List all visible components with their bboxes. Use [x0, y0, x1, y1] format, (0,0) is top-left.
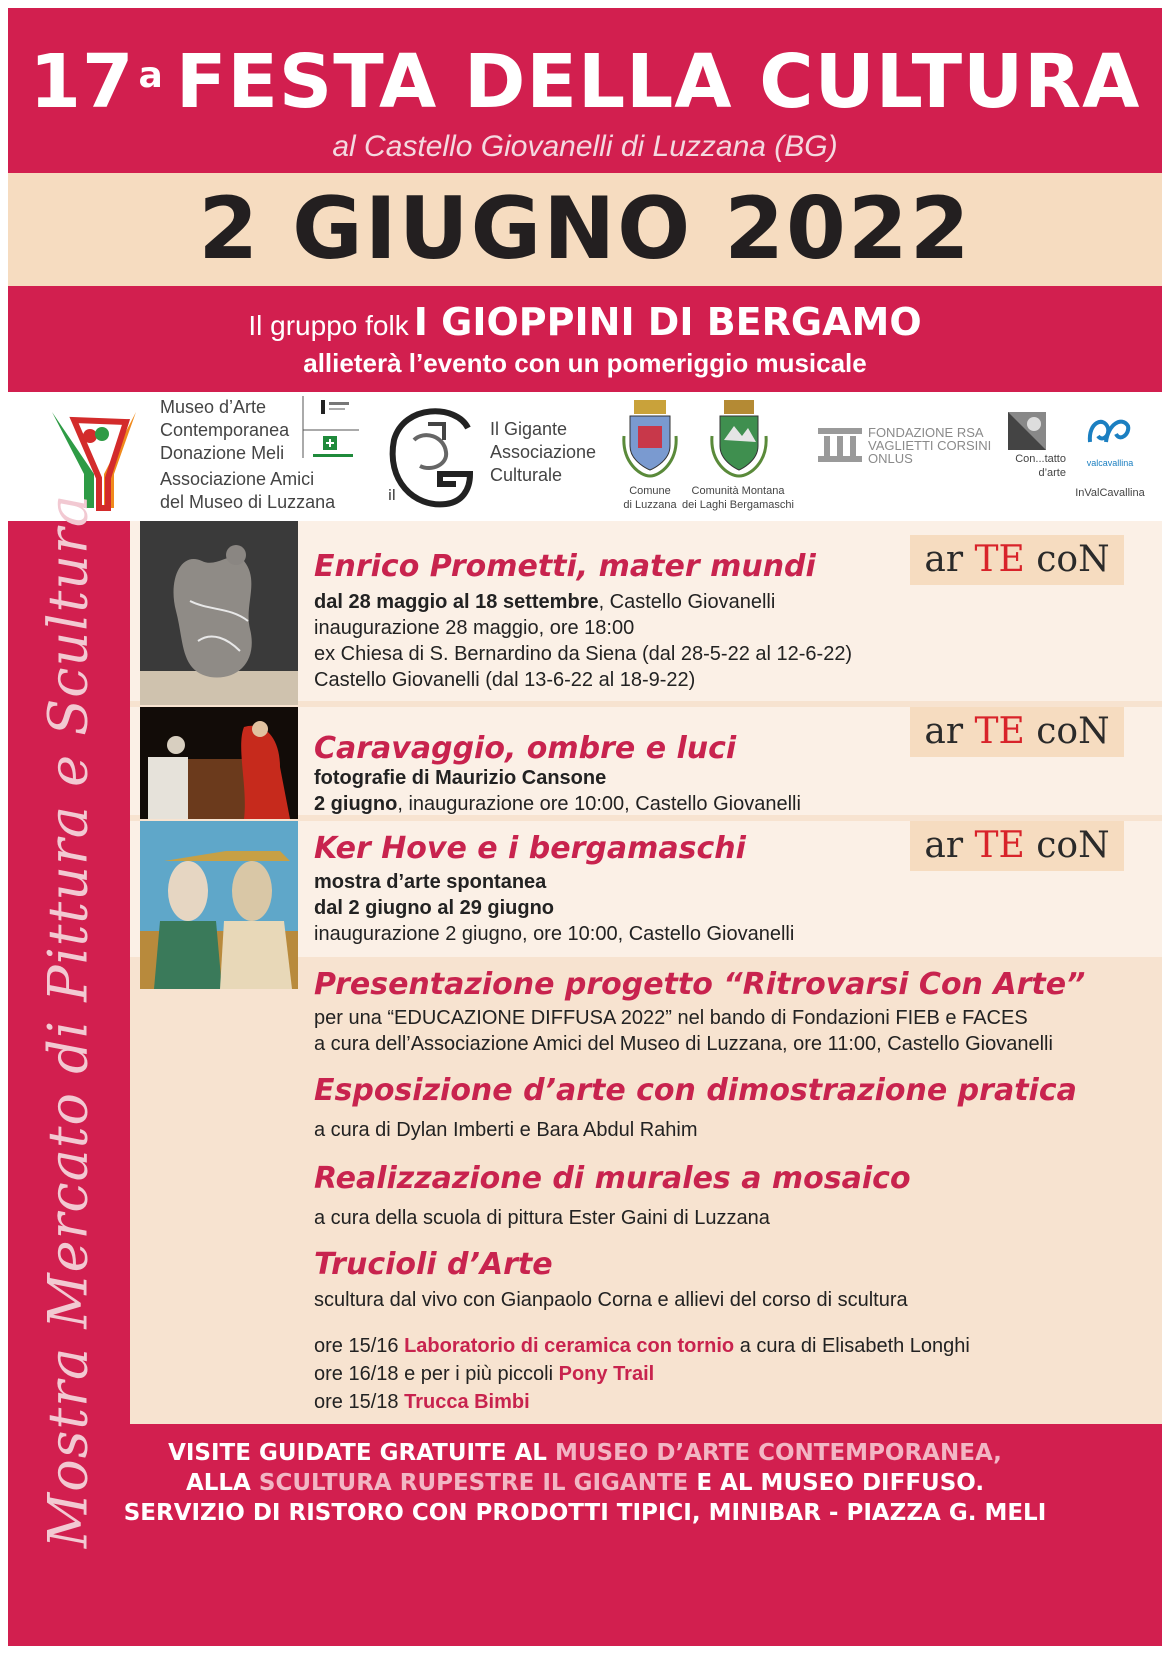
- event-title: Realizzazione di murales a mosaico: [314, 1161, 911, 1196]
- sidebar-band: [8, 493, 128, 1549]
- comunita-montana-crest-icon: [708, 396, 770, 480]
- contatto-arte-icon: [1008, 412, 1046, 450]
- footer-text: [8, 1438, 1162, 1528]
- event-detail: mostra d’arte spontanea: [314, 871, 547, 893]
- amici-name: [160, 468, 335, 514]
- comune-line2: di Luzzana: [623, 499, 677, 511]
- schedule-item: [314, 1363, 654, 1386]
- gigante-logo: [384, 400, 480, 512]
- sculpture-photo: [140, 521, 298, 705]
- event-title: Trucioli d’Arte: [314, 1247, 553, 1282]
- events-panel: [130, 521, 1162, 1424]
- schedule-item: [314, 1391, 530, 1414]
- museo-line3: Donazione Meli: [160, 443, 285, 463]
- artecon-post: coN: [1036, 711, 1110, 752]
- event-detail: inaugurazione 2 giugno, ore 10:00, Castello Giovanelli: [314, 923, 795, 945]
- event-detail: a cura della scuola di pittura Ester Gaini di Luzzana: [314, 1207, 770, 1229]
- event-detail: dal 2 giugno al 29 giugno: [314, 897, 555, 919]
- event-detail: fotografie di Maurizio Cansone: [314, 767, 607, 789]
- artecon-post: coN: [1036, 825, 1110, 866]
- fondazione-column-icon: [818, 428, 862, 462]
- event-detail: scultura dal vivo con Gianpaolo Corna e allievi del corso di scultura: [314, 1289, 908, 1311]
- artecon-logo: [910, 535, 1124, 585]
- comunita-line2: dei Laghi Bergamaschi: [682, 499, 794, 511]
- footer-line2: [8, 1468, 1162, 1498]
- footer-line2-b: E AL MUSEO DIFFUSO.: [696, 1470, 985, 1496]
- event-detail: a cura di Dylan Imberti e Bara Abdul Rahim: [314, 1119, 698, 1141]
- museo-line1: Museo d’Arte: [160, 397, 267, 417]
- festival-name: FESTA DELLA CULTURA: [175, 39, 1141, 125]
- fondazione-line2: VAGLIETTI CORSINI: [868, 438, 992, 453]
- event-dates-rest: , inaugurazione ore 10:00, Castello Giovanelli: [397, 793, 801, 815]
- valcavallina-small: valcavallina: [1086, 458, 1134, 468]
- fondazione-line3: ONLUS: [868, 451, 913, 466]
- folk-group-name: I GIOPPINI DI BERGAMO: [413, 300, 922, 344]
- artecon-te: TE: [974, 539, 1025, 580]
- amici-line2: del Museo di Luzzana: [160, 492, 336, 512]
- gigante-name: [490, 418, 596, 487]
- festival-subtitle: al Castello Giovanelli di Luzzana (BG): [332, 130, 838, 163]
- schedule-extra: a cura di Elisabeth Longhi: [739, 1335, 970, 1357]
- event-title: Presentazione progetto “Ritrovarsi Con Arte”: [314, 967, 1086, 1002]
- folk-prefix: Il gruppo folk: [248, 310, 409, 341]
- sidebar-vertical-title: Mostra Mercato di Pittura e Scultura: [36, 493, 100, 1549]
- caravaggio-photo: [140, 707, 298, 819]
- event-detail: ex Chiesa di S. Bernardino da Siena (dal 28-5-22 al 12-6-22): [314, 643, 853, 665]
- poster: [8, 8, 1162, 1646]
- event-detail: inaugurazione 28 maggio, ore 18:00: [314, 617, 635, 639]
- fondazione-line1: FONDAZIONE RSA: [868, 425, 984, 440]
- event-detail: a cura dell’Associazione Amici del Museo di Luzzana, ore 11:00, Castello Giovanelli: [314, 1033, 1053, 1055]
- edition-number: 17: [29, 39, 135, 125]
- event-date: 2 GIUGNO 2022: [198, 179, 972, 279]
- event-title: Enrico Prometti, mater mundi: [314, 549, 816, 584]
- schedule-activity: Laboratorio di ceramica con tornio: [404, 1335, 735, 1357]
- comunita-name: [680, 484, 796, 512]
- comunita-line1: Comunità Montana: [691, 485, 785, 497]
- event-dates: [314, 793, 801, 816]
- contatto-name: [994, 452, 1066, 480]
- event-title: Esposizione d’arte con dimostrazione pratica: [314, 1073, 1077, 1108]
- artecon-logo: [910, 707, 1124, 757]
- schedule-time: ore 15/16: [314, 1335, 399, 1357]
- event-dates-rest: , Castello Giovanelli: [598, 591, 776, 613]
- artecon-pre: ar: [924, 539, 964, 580]
- folk-line: [8, 300, 1162, 344]
- sponsor-logos: [8, 392, 1162, 521]
- contatto-line2: d’arte: [1038, 467, 1066, 479]
- event-detail: per una “EDUCAZIONE DIFFUSA 2022” nel bando di Fondazioni FIEB e FACES: [314, 1007, 1028, 1029]
- comune-line1: Comune: [629, 485, 671, 497]
- artecon-te: TE: [974, 825, 1025, 866]
- footer-line2-hl: SCULTURA RUPESTRE IL GIGANTE: [258, 1470, 689, 1496]
- footer-line1-a: VISITE GUIDATE GRATUITE AL: [168, 1440, 547, 1466]
- invalcavallina-name: InValCavallina: [1075, 487, 1145, 499]
- date-band: [8, 173, 1162, 286]
- footer-line1-hl: MUSEO D’ARTE CONTEMPORANEA,: [554, 1440, 1002, 1466]
- comune-crest-icon: [620, 396, 680, 480]
- artecon-post: coN: [1036, 539, 1110, 580]
- valcavallina-logo-icon: [1084, 412, 1134, 454]
- schedule-activity: Trucca Bimbi: [404, 1391, 530, 1413]
- contatto-line1: Con...tatto: [1015, 453, 1066, 465]
- footer-line2-a: ALLA: [185, 1470, 251, 1496]
- regione-lombardia-logo: [301, 396, 361, 464]
- folk-band: [8, 286, 1162, 392]
- artecon-logo: [910, 821, 1124, 871]
- fondazione-name: [868, 426, 991, 465]
- folk-description: allieterà l’evento con un pomeriggio musicale: [303, 348, 867, 378]
- schedule-item: [314, 1335, 970, 1358]
- header-band: [8, 8, 1162, 173]
- event-detail: Castello Giovanelli (dal 13-6-22 al 18-9-22): [314, 669, 696, 691]
- footer-line3: SERVIZIO DI RISTORO CON PRODOTTI TIPICI, MINIBAR - PIAZZA G. MELI: [123, 1500, 1047, 1526]
- edition-suffix: a: [138, 55, 164, 96]
- artecon-pre: ar: [924, 825, 964, 866]
- amici-line1: Associazione Amici: [160, 469, 315, 489]
- schedule-time: ore 16/18 e per i più piccoli: [314, 1363, 554, 1385]
- artecon-te: TE: [974, 711, 1025, 752]
- event-dates-bold: dal 28 maggio al 18 settembre: [314, 591, 599, 613]
- event-title: Caravaggio, ombre e luci: [314, 731, 737, 766]
- schedule-time: ore 15/18: [314, 1391, 399, 1413]
- artecon-pre: ar: [924, 711, 964, 752]
- comune-name: [612, 484, 688, 512]
- schedule-activity: Pony Trail: [558, 1363, 655, 1385]
- gigante-line3: Culturale: [490, 465, 563, 485]
- museo-line2: Contemporanea: [160, 420, 290, 440]
- svg-text:il: il: [388, 488, 396, 504]
- event-title: Ker Hove e i bergamaschi: [314, 831, 746, 866]
- gigante-line1: Il Gigante: [490, 419, 568, 439]
- ker-hove-painting: [140, 821, 298, 989]
- gigante-line2: Associazione: [490, 442, 597, 462]
- footer-line1: [8, 1438, 1162, 1468]
- event-dates-bold: 2 giugno: [314, 793, 398, 815]
- festival-title: [8, 40, 1162, 124]
- museo-name: [160, 396, 289, 465]
- event-dates: [314, 591, 775, 614]
